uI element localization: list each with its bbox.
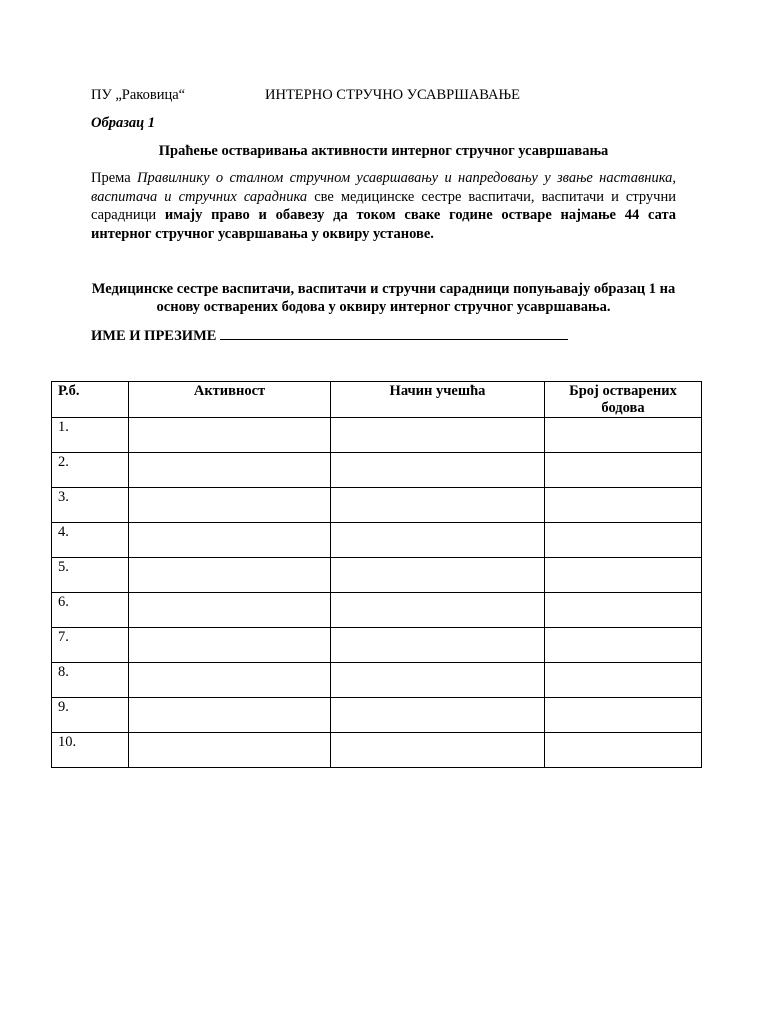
method-cell[interactable]: [331, 558, 545, 593]
method-cell[interactable]: [331, 663, 545, 698]
table-row: [52, 488, 702, 523]
table-header-row: [52, 382, 702, 418]
row-number: 1.: [52, 418, 129, 453]
header-participation-method: Начин учешћа: [331, 382, 545, 418]
row-number: 4.: [52, 523, 129, 558]
method-cell[interactable]: [331, 698, 545, 733]
name-input-line[interactable]: [220, 325, 568, 340]
points-cell[interactable]: [545, 418, 702, 453]
points-cell[interactable]: [545, 593, 702, 628]
activity-cell[interactable]: [129, 628, 331, 663]
method-cell[interactable]: [331, 418, 545, 453]
row-number: 5.: [52, 558, 129, 593]
method-cell[interactable]: [331, 593, 545, 628]
activity-cell[interactable]: [129, 558, 331, 593]
activity-cell[interactable]: [129, 593, 331, 628]
instruction-paragraph: Медицинске сестре васпитачи, васпитачи и стручни сарадници попуњавају образац 1 на основу остварених бодова у оквиру интерног стручног усавршавања.: [91, 281, 676, 315]
program-title: ИНТЕРНО СТРУЧНО УСАВРШАВАЊЕ: [265, 87, 521, 103]
row-number: 9.: [52, 698, 129, 733]
table-row: [52, 698, 702, 733]
table-row: [52, 558, 702, 593]
points-cell[interactable]: [545, 558, 702, 593]
activity-cell[interactable]: [129, 488, 331, 523]
row-number: 7.: [52, 628, 129, 663]
name-field-line: [91, 325, 691, 345]
method-cell[interactable]: [331, 733, 545, 768]
row-number: 6.: [52, 593, 129, 628]
intro-paragraph: [91, 169, 676, 243]
row-number: 2.: [52, 453, 129, 488]
method-cell[interactable]: [331, 488, 545, 523]
points-cell[interactable]: [545, 453, 702, 488]
activity-cell[interactable]: [129, 733, 331, 768]
activity-cell[interactable]: [129, 453, 331, 488]
table-row: [52, 453, 702, 488]
table-row: [52, 628, 702, 663]
row-number: 10.: [52, 733, 129, 768]
activity-cell[interactable]: [129, 698, 331, 733]
method-cell[interactable]: [331, 628, 545, 663]
method-cell[interactable]: [331, 453, 545, 488]
name-label: ИМЕ И ПРЕЗИМЕ: [91, 328, 217, 344]
table-row: [52, 663, 702, 698]
institution-name: ПУ „Раковица“: [91, 87, 186, 103]
activity-cell[interactable]: [129, 663, 331, 698]
activity-table: [51, 381, 702, 768]
method-cell[interactable]: [331, 523, 545, 558]
table-row: [52, 593, 702, 628]
header-activity: Активност: [129, 382, 331, 418]
form-label: Образац 1: [91, 115, 156, 131]
points-cell[interactable]: [545, 488, 702, 523]
intro-text-start: Према: [91, 170, 138, 186]
intro-text-middle: све медицинске сестре васпитачи, васпитачи и стручни сарадници: [91, 188, 676, 223]
activity-cell[interactable]: [129, 418, 331, 453]
table-row: [52, 733, 702, 768]
activity-cell[interactable]: [129, 523, 331, 558]
points-cell[interactable]: [545, 628, 702, 663]
row-number: 8.: [52, 663, 129, 698]
intro-obligation-text: имају право и обавезу да током сваке године остваре најмање 44 сата интерног стручног усавршавања у оквиру установе.: [91, 207, 676, 242]
document-header: [91, 86, 691, 106]
intro-regulation-name: Правилнику о сталном стручном усавршавању и напредовању у звање наставника, васпитача и стручних сарадника: [91, 170, 676, 205]
table-row: [52, 418, 702, 453]
table-row: [52, 523, 702, 558]
points-cell[interactable]: [545, 523, 702, 558]
document-title: Праћење остваривања активности интерног стручног усавршавања: [158, 143, 609, 159]
header-rb: Р.б.: [52, 382, 129, 418]
header-points: Број остварених бодова: [545, 382, 702, 418]
points-cell[interactable]: [545, 733, 702, 768]
row-number: 3.: [52, 488, 129, 523]
points-cell[interactable]: [545, 663, 702, 698]
points-cell[interactable]: [545, 698, 702, 733]
